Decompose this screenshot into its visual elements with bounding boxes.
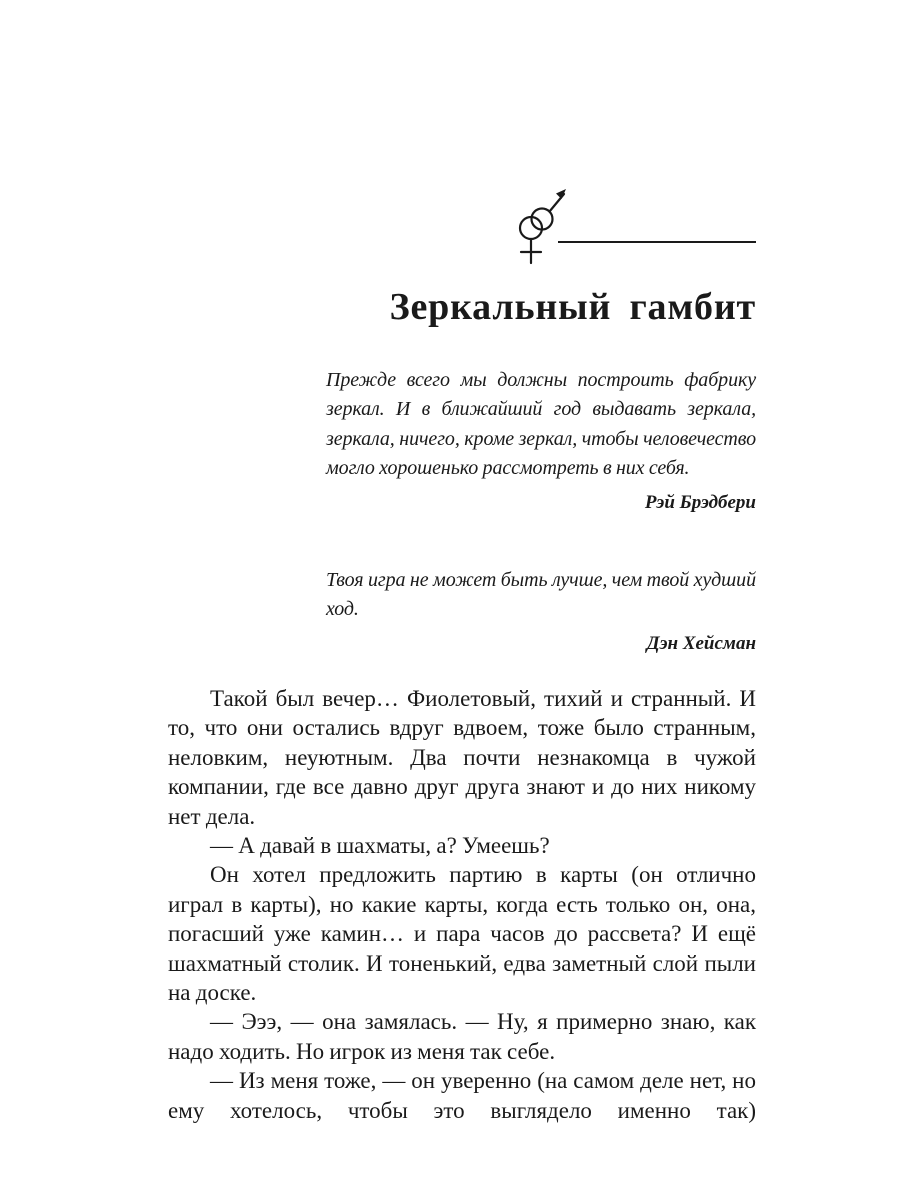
- chapter-title: Зеркальный гамбит: [389, 286, 756, 328]
- epigraph-heisman: [326, 566, 756, 657]
- epigraph-author: Рэй Брэдбери: [644, 491, 756, 513]
- male-female-symbol-icon: [512, 184, 574, 268]
- body-paragraph: — Из меня тоже, — он уверенно (на самом деле нет, но ему хотелось, чтобы это выглядело именно так): [168, 1068, 756, 1123]
- epigraph-author: Дэн Хейсман: [646, 632, 756, 654]
- body-paragraph: — Эээ, — она замялась. — Ну, я примерно знаю, как надо ходить. Но игрок из меня так себе.: [168, 1009, 756, 1064]
- epigraph-quote: Прежде всего мы должны построить фабрику зеркал. И в ближайший год выдавать зеркала, зеркала, ничего, кроме зеркал, чтобы человечество могло хорошенько рассмотреть в них себя.: [326, 369, 756, 480]
- ornament-rule: [558, 241, 756, 243]
- body-paragraph: — А давай в шахматы, а? Умеешь?: [210, 833, 550, 859]
- epigraph-quote: Твоя игра не может быть лучше, чем твой худший ход.: [326, 569, 756, 621]
- chapter-body: [168, 684, 756, 1125]
- epigraph-bradbury: [326, 366, 756, 516]
- body-paragraph: Такой был вечер… Фиолетовый, тихий и странный. И то, что они остались вдруг вдвоем, тоже было странным, неловким, неуютным. Два почти незнакомца в чужой компании, где все давно друг друга знают и до них никому нет дела.: [168, 686, 756, 829]
- body-paragraph: Он хотел предложить партию в карты (он отлично играл в карты), но какие карты, когда есть только он, она, погасший уже камин… и пара часов до рассвета? И ещё шахматный столик. И тоненький, едва заметный слой пыли на доске.: [168, 862, 756, 1006]
